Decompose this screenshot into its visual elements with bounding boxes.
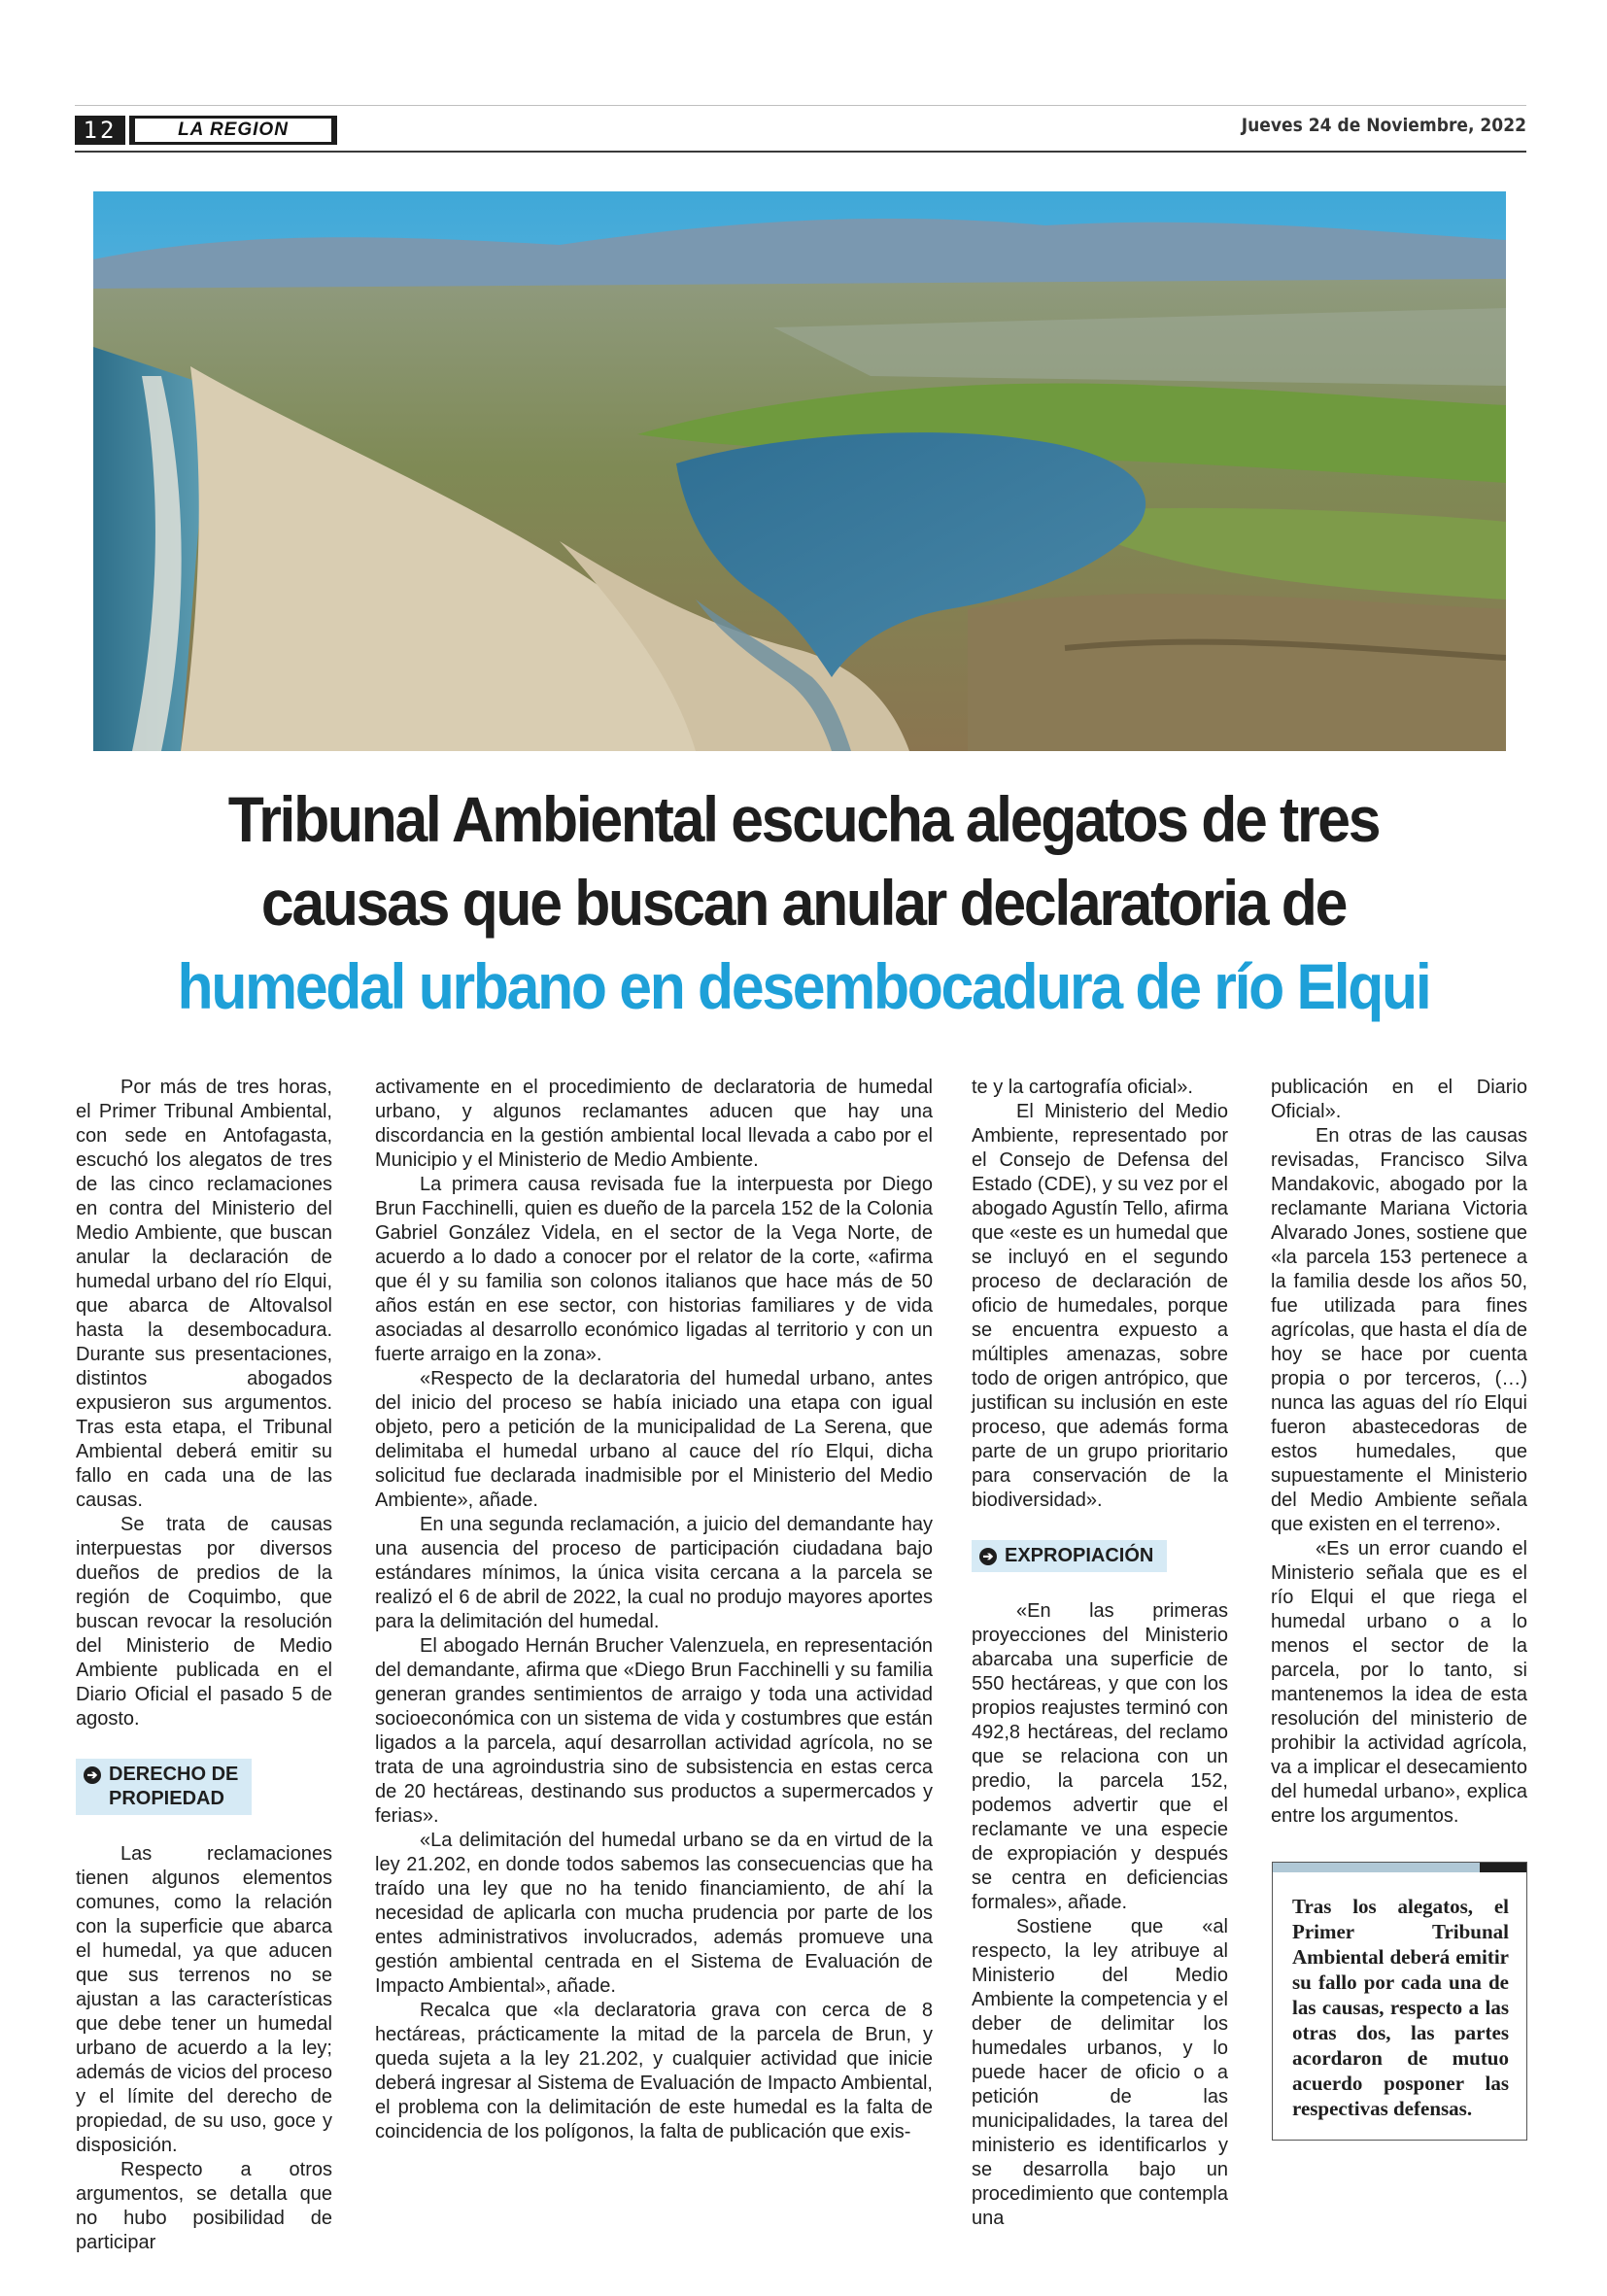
- col3-paragraph: «En las primeras proyecciones del Ministerio abarcaba una superficie de 550 hectáreas, y que con los propios reajustes terminó con 492,8 hectáreas, del reclamo que se relaciona con un predio, la parcela 152, podemos advertir que el reclamante ve una especie de expropiación y después se centra en deficiencias formales», añade.: [972, 1600, 1228, 1913]
- subhead-box: [972, 1540, 1167, 1572]
- col2-paragraph: Recalca que «la declaratoria grava con cerca de 8 hectáreas, prácticamente la mitad de la parcela de Brun, y queda sujeta a la ley 21.202, y cualquier actividad que inicie deberá ingresar al Sistema de Evaluación de Impacto Ambiental, el problema con la delimitación de este humedal es la falta de coincidencia de los polígonos, la falta de publicación que exis-: [375, 2000, 933, 2142]
- subhead-text: EXPROPIACIÓN: [1005, 1545, 1154, 1566]
- col4-paragraph: En otras de las causas revisadas, Francisco Silva Mandakovic, abogado por la reclamante Mariana Victoria Alvarado Jones, sostiene que «la parcela 153 pertenece a la familia desde los años 50, fue utilizada para fines agrícolas, que hasta el día de hoy se hace por cuenta propia o por terceros, (…) nunca las aguas del río Elqui fueron abastecedoras de estos humedales, que supuestamente el Ministerio del Medio Ambiente señala que existen en el terreno».: [1271, 1125, 1527, 1535]
- arrow-right-icon: ➔: [84, 1766, 101, 1784]
- col3-paragraph: te y la cartografía oficial».: [972, 1077, 1193, 1098]
- subhead-expropiacion: [972, 1540, 1228, 1572]
- subhead-line-1: DERECHO DE: [109, 1764, 239, 1785]
- col1-paragraph: Las reclamaciones tienen algunos elementos comunes, como la relación con la superficie que abarca el humedal, ya que aducen que sus terrenos no se ajustan a las características que debe tener un humedal urbano de acuerdo a la ley; además de vicios del proceso y el límite del derecho de propiedad, de su uso, goce y disposición.: [76, 1843, 332, 2156]
- headline-line-3: humedal urbano en desembocadura de río Elqui: [177, 950, 1430, 1022]
- col2-paragraph: «Respecto de la declaratoria del humedal urbano, antes del inicio del proceso se había iniciado una etapa con igual objeto, pero a petición de la municipalidad de La Serena, que delimitaba el humedal urbano al cauce del río Elqui, dicha solicitud fue declarada inadmisible por el Ministerio del Medio Ambiente», añade.: [375, 1368, 933, 1511]
- col2-paragraph: La primera causa revisada fue la interpuesta por Diego Brun Facchinelli, quien es dueño de la parcela 152 de la Colonia Gabriel González Videla, en el sector de la Vega Norte, de acuerdo a lo dado a conocer por el relator de la corte, «afirma que él y su familia son colonos italianos que hace más de 50 años están en ese sector, con historias familiares y de vida asociadas al desarrollo económico ligadas al territorio y con un fuerte arraigo en la zona».: [375, 1174, 933, 1365]
- aerial-wetland-photo: [93, 191, 1506, 751]
- article-column-3: [972, 1076, 1228, 2231]
- col2-paragraph: activamente en el procedimiento de declaratoria de humedal urbano, y algunos reclamantes aducen que hay una discordancia en la gestión ambiental local llevada a cabo por el Municipio y el Ministerio de Medio Ambiente.: [375, 1077, 933, 1171]
- arrow-right-icon: ➔: [979, 1548, 997, 1565]
- pull-quote-bar: [1273, 1863, 1481, 1872]
- subhead-derecho-propiedad: [76, 1759, 332, 1815]
- col1-paragraph: Respecto a otros argumentos, se detalla que no hubo posibilidad de participar: [76, 2159, 332, 2253]
- col4-paragraph: publicación en el Diario Oficial».: [1271, 1077, 1527, 1122]
- pull-quote-text: Tras los alegatos, el Primer Tribunal Ambiental deberá emitir su fallo por cada una de las causas, respecto a las otras dos, las partes acordaron de mutuo acuerdo posponer las respectivas defensas.: [1292, 1895, 1509, 2120]
- subhead-box: [76, 1759, 252, 1815]
- col2-paragraph: En una segunda reclamación, a juicio del demandante hay una ausencia del proceso de participación ciudadana bajo estándares mínimos, la única visita cercana a la parcela se realizó el 6 de abril de 2022, la cual no produjo mayores aportes para la delimitación del humedal.: [375, 1514, 933, 1632]
- headline-line-1: Tribunal Ambiental escucha alegatos de tres: [227, 783, 1380, 855]
- photo-illustration: [93, 191, 1506, 751]
- col4-paragraph: «Es un error cuando el Ministerio señala que es el río Elqui el que riega el humedal urbano o a lo menos el sector de la parcela, por lo tanto, si mantenemos la idea de esta resolución del ministerio de prohibir la actividad agrícola, va a implicar el desecamiento del humedal urbano», explica entre los argumentos.: [1271, 1538, 1527, 1827]
- article-column-2: [375, 1076, 933, 2144]
- headline-line-2: causas que buscan anular declaratoria de: [260, 867, 1347, 939]
- pull-quote-bar-dark: [1480, 1863, 1526, 1872]
- article-column-4: [1271, 1076, 1527, 1829]
- article-headline: [136, 777, 1471, 1028]
- subhead-line-2: PROPIEDAD: [109, 1788, 224, 1809]
- masthead-text: LA REGION: [135, 119, 331, 142]
- col2-paragraph: «La delimitación del humedal urbano se da en virtud de la ley 21.202, en donde todos sabemos las consecuencias que ha traído una ley que no ha tenido financiamiento, de ahí la necesidad de aplicarla con mucha prudencia por parte de los entes administrativos involucrados, además promueve una gestión ambiental centrada en el Sistema de Evaluación de Impacto Ambiental», añade.: [375, 1830, 933, 1997]
- col3-paragraph: El Ministerio del Medio Ambiente, representado por el Consejo de Defensa del Estado (CDE), y su vez por el abogado Agustín Tello, afirma que «este es un humedal que se incluyó en el segundo proceso de declaración de oficio de humedales, porque se encuentra expuesto a múltiples amenazas, sobre todo de origen antrópico, que justifican su inclusión en este proceso, que además forma parte de un grupo prioritario para conservación de la biodiversidad».: [972, 1101, 1228, 1511]
- col1-paragraph: Por más de tres horas, el Primer Tribunal Ambiental, con sede en Antofagasta, escuchó los alegatos de tres de las cinco reclamaciones en contra del Ministerio del Medio Ambiente, que buscan anular la declaración de humedal urbano del río Elqui, que abarca de Altovalsol hasta la desembocadura. Durante sus presentaciones, distintos abogados expusieron sus argumentos. Tras esta etapa, el Tribunal Ambiental deberá emitir su fallo en cada una de las causas.: [76, 1077, 332, 1511]
- col2-paragraph: El abogado Hernán Brucher Valenzuela, en representación del demandante, afirma que «Diego Brun Facchinelli y su familia generan grandes sentimientos de arraigo y toda una actividad socioeconómica con un sistema de vida y costumbres que están ligados a la parcela, aquí desarrollan actividad agrícola, no se trata de una agroindustria sino de subsistencia en estas cerca de 20 hectáreas, destinando sus productos a supermercados y ferias».: [375, 1635, 933, 1827]
- pull-quote-box: [1272, 1862, 1527, 2141]
- issue-date: Jueves 24 de Noviembre, 2022: [1241, 115, 1526, 136]
- page-number: 12: [75, 116, 125, 145]
- masthead-logo: [129, 116, 337, 145]
- col1-paragraph: Se trata de causas interpuestas por diversos dueños de predios de la región de Coquimbo, que buscan revocar la resolución del Ministerio de Medio Ambiente publicada en el Diario Oficial el pasado 5 de agosto.: [76, 1514, 332, 1730]
- page-header: [75, 105, 1526, 153]
- article-column-1: [76, 1076, 332, 2255]
- col3-paragraph: Sostiene que «al respecto, la ley atribuye al Ministerio del Medio Ambiente la competencia y el deber de delimitar los humedales urbanos, y lo puede hacer de oficio o a petición de las municipalidades, la tarea del ministerio es identificarlos y se desarrolla bajo un procedimiento que contempla una: [972, 1916, 1228, 2229]
